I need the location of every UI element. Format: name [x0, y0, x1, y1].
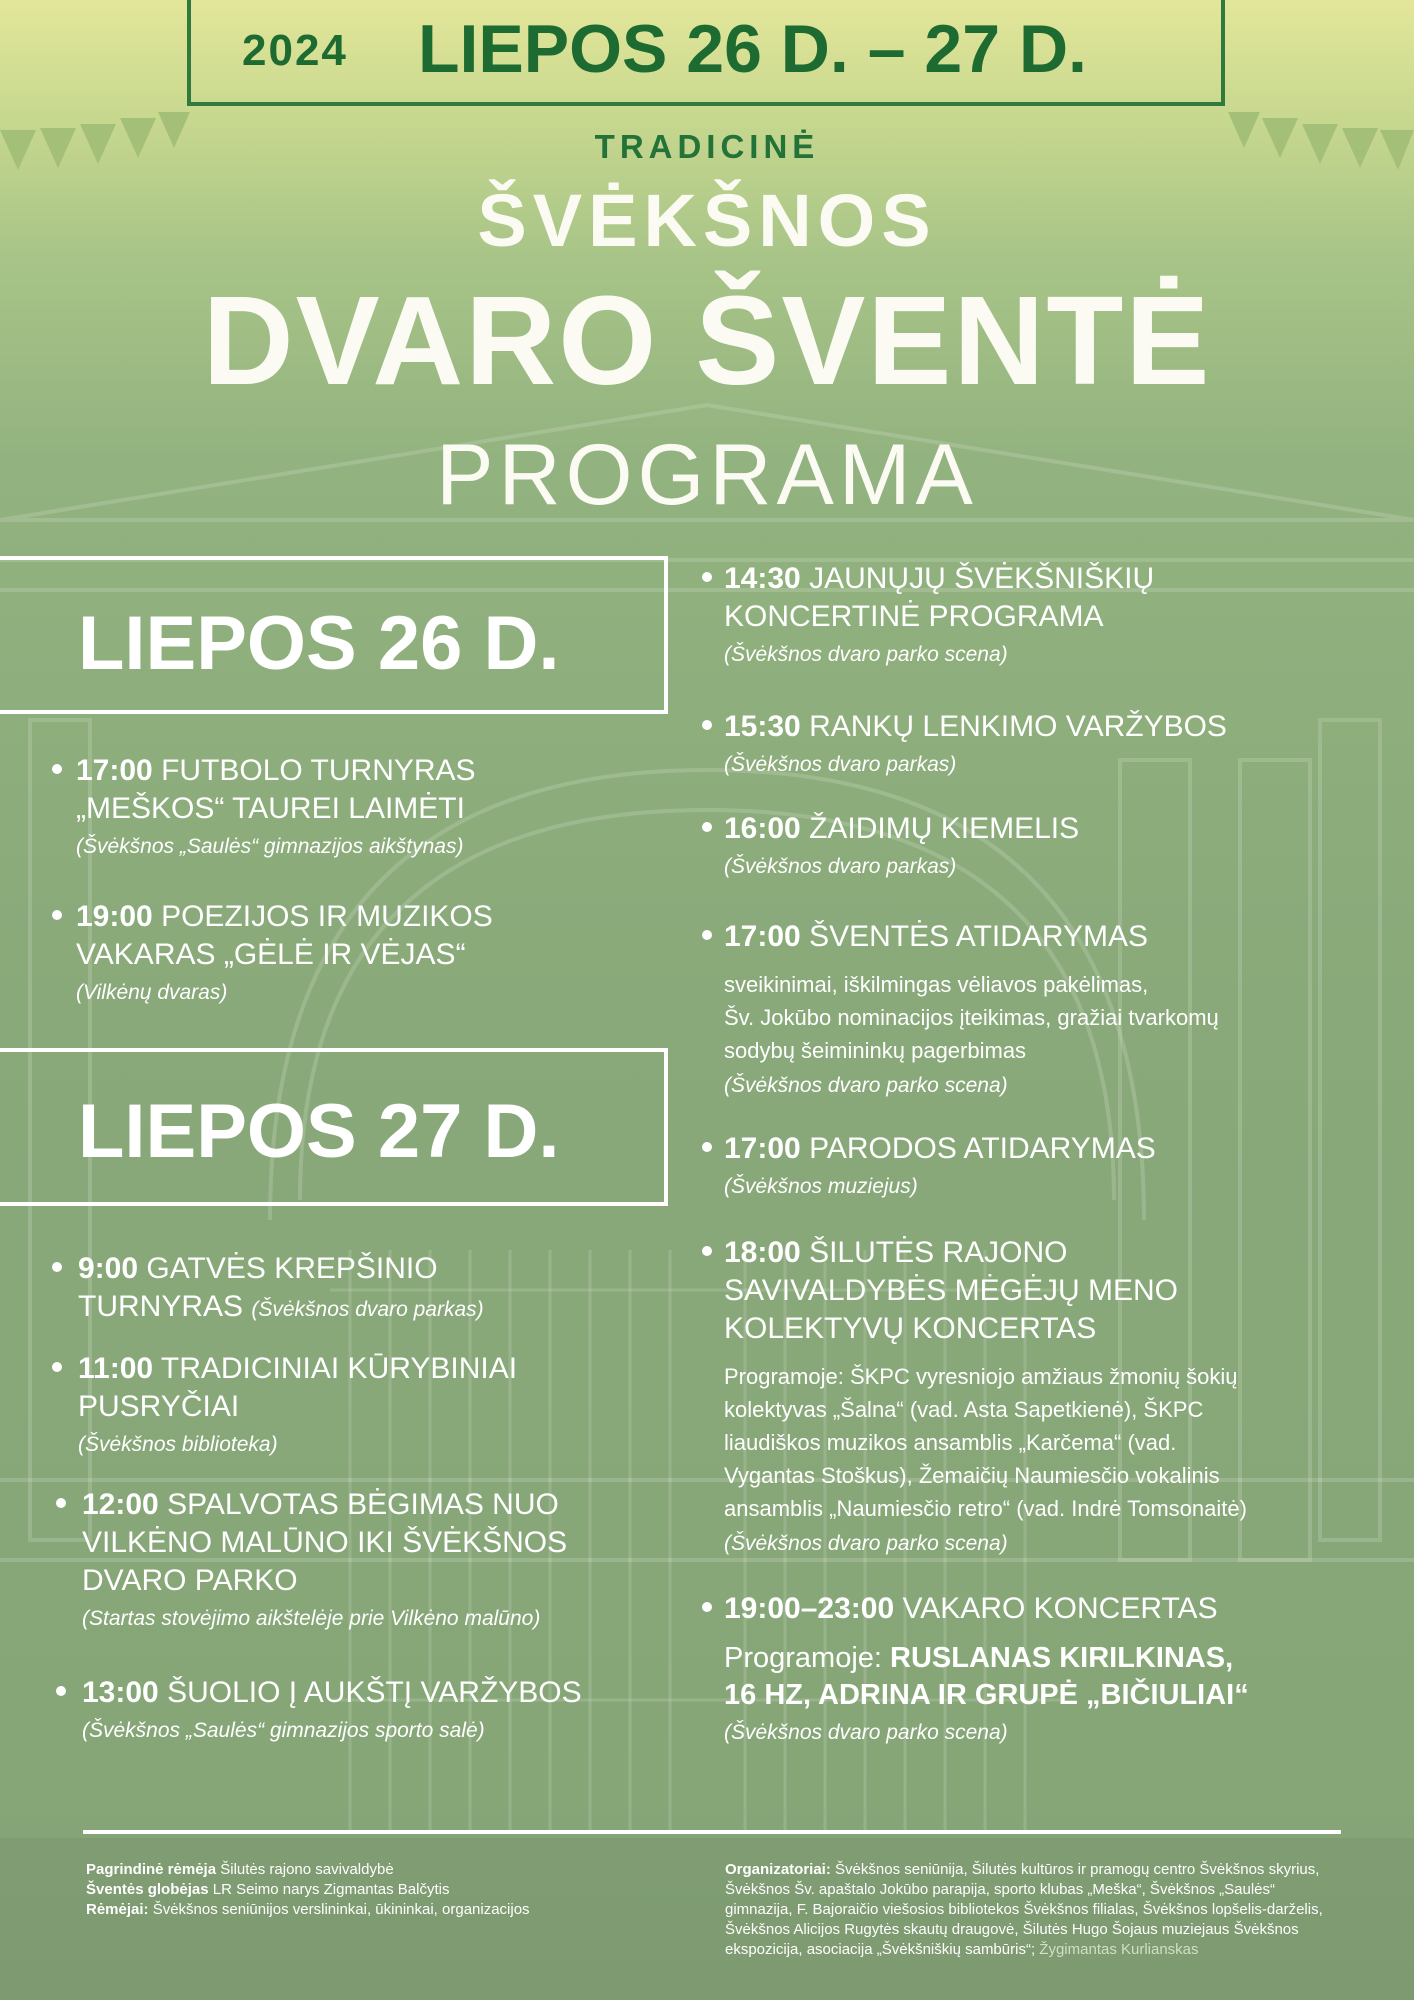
footer-organizers: Organizatoriai: Švėkšnos seniūnija, Šilutės kultūros ir pramogų centro Švėkšnos skyrius, Švėkšnos Šv. apaštalo Jokūbo parapija, sporto klubas „Meška“, Švėkšnos „Saulės“ gimnazija, F. Bajoraičio viešosios bibliotekos Švėkšnos filialas, Švėkšnos lopšelis-darželis, Švėkšnos Alicijos Rugytės skautų draugovė, Šilutės Hugo Šojaus muziejaus Švėkšnos ekspozicija, asociacija „Švėkšniškių sambūris“; Žygimantas Kurlianskas [725, 1861, 1323, 1958]
bullet-icon [702, 1602, 712, 1612]
event-high-jump: 13:00 ŠUOLIO Į AUKŠTĮ VARŽYBOS (Švėkšnos „Saulės“ gimnazijos sporto salė) [56, 1674, 582, 1746]
bullet-icon [702, 930, 712, 940]
bullet-icon [702, 1246, 712, 1256]
event-youth-concert: 14:30 JAUNŲJŲ ŠVĖKŠNIŠKIŲ KONCERTINĖ PROGRAMA (Švėkšnos dvaro parko scena) [702, 560, 1154, 670]
event-amateur-concert: 18:00 ŠILUTĖS RAJONO SAVIVALDYBĖS MĖGĖJŲ MENO KOLEKTYVŲ KONCERTAS Programoje: ŠKPC vyresniojo amžiaus žmonių šokių kolektyvas „Šalna“ (vad. Asta Sapetkienė), ŠKPC liaudiškos muzikos ansamblis „Karčema“ (vad. Vygantas Stoškus), Žemaičių Naumiesčio vokalinis ansamblis „Naumiesčio retro“ (vad. Indrė Tomsonaitė) (Švėkšnos dvaro parko scena) [702, 1234, 1247, 1559]
event-basketball: 9:00 GATVĖS KREPŠINIO TURNYRAS (Švėkšnos dvaro parkas) [52, 1250, 484, 1329]
bullet-icon [52, 910, 62, 920]
festival-dates: LIEPOS 26 D. – 27 D. [418, 11, 1087, 87]
bullet-icon [52, 1262, 62, 1272]
bullet-icon [52, 1362, 62, 1372]
footer-divider [83, 1830, 1341, 1834]
event-day1-football: 17:00 FUTBOLO TURNYRAS „MEŠKOS“ TAUREI LAIMĖTI (Švėkšnos „Saulės“ gimnazijos aikštynas) [52, 752, 476, 862]
event-day1-poetry: 19:00 POEZIJOS IR MUZIKOS VAKARAS „GĖLĖ IR VĖJAS“ (Vilkėnų dvaras) [52, 898, 493, 1008]
bullet-icon [702, 720, 712, 730]
bullet-icon [702, 822, 712, 832]
bullet-icon [56, 1498, 66, 1508]
bullet-icon [702, 572, 712, 582]
event-opening: 17:00 ŠVENTĖS ATIDARYMAS sveikinimai, iškilmingas vėliavos pakėlimas, Šv. Jokūbo nominacijos įteikimas, gražiai tvarkomų sodybų šeimininkų pagerbimas (Švėkšnos dvaro parko scena) [702, 918, 1219, 1101]
subtitle: TRADICINĖ [594, 128, 820, 165]
bullet-icon [56, 1686, 66, 1696]
year-label: 2024 [242, 26, 348, 75]
event-games-yard: 16:00 ŽAIDIMŲ KIEMELIS (Švėkšnos dvaro parkas) [702, 810, 1079, 882]
bullet-icon [52, 764, 62, 774]
title-festival: DVARO ŠVENTĖ [202, 270, 1212, 411]
event-arm-wrestling: 15:30 RANKŲ LENKIMO VARŽYBOS (Švėkšnos dvaro parkas) [702, 708, 1227, 780]
title-town: ŠVĖKŠNOS [477, 179, 937, 262]
event-evening-concert: 19:00–23:00 VAKARO KONCERTAS Programoje: RUSLANAS KIRILKINAS, 16 HZ, ADRINA IR GRUPĖ „BIČIULIAI“ (Švėkšnos dvaro parko scena) [702, 1590, 1249, 1748]
footer-sponsors: Pagrindinė rėmėja Šilutės rajono savivaldybė Šventės globėjas LR Seimo narys Zigmantas Balčytis Rėmėjai: Švėkšnos seniūnijos verslininkai, ūkininkai, organizacijos [86, 1861, 530, 1918]
day2-title: LIEPOS 27 D. [78, 1089, 560, 1174]
event-exhibition: 17:00 PARODOS ATIDARYMAS (Švėkšnos muziejus) [702, 1130, 1156, 1202]
event-color-run: 12:00 SPALVOTAS BĖGIMAS NUO VILKĖNO MALŪNO IKI ŠVĖKŠNOS DVARO PARKO (Startas stovėjimo aikštelėje prie Vilkėno malūno) [56, 1486, 567, 1634]
photo-credit: Žygimantas Kurlianskas [1039, 1941, 1199, 1958]
title-program: PROGRAMA [436, 427, 978, 523]
event-breakfast: 11:00 TRADICINIAI KŪRYBINIAI PUSRYČIAI (Švėkšnos biblioteka) [52, 1350, 517, 1460]
day1-title: LIEPOS 26 D. [78, 601, 560, 686]
bullet-icon [702, 1142, 712, 1152]
